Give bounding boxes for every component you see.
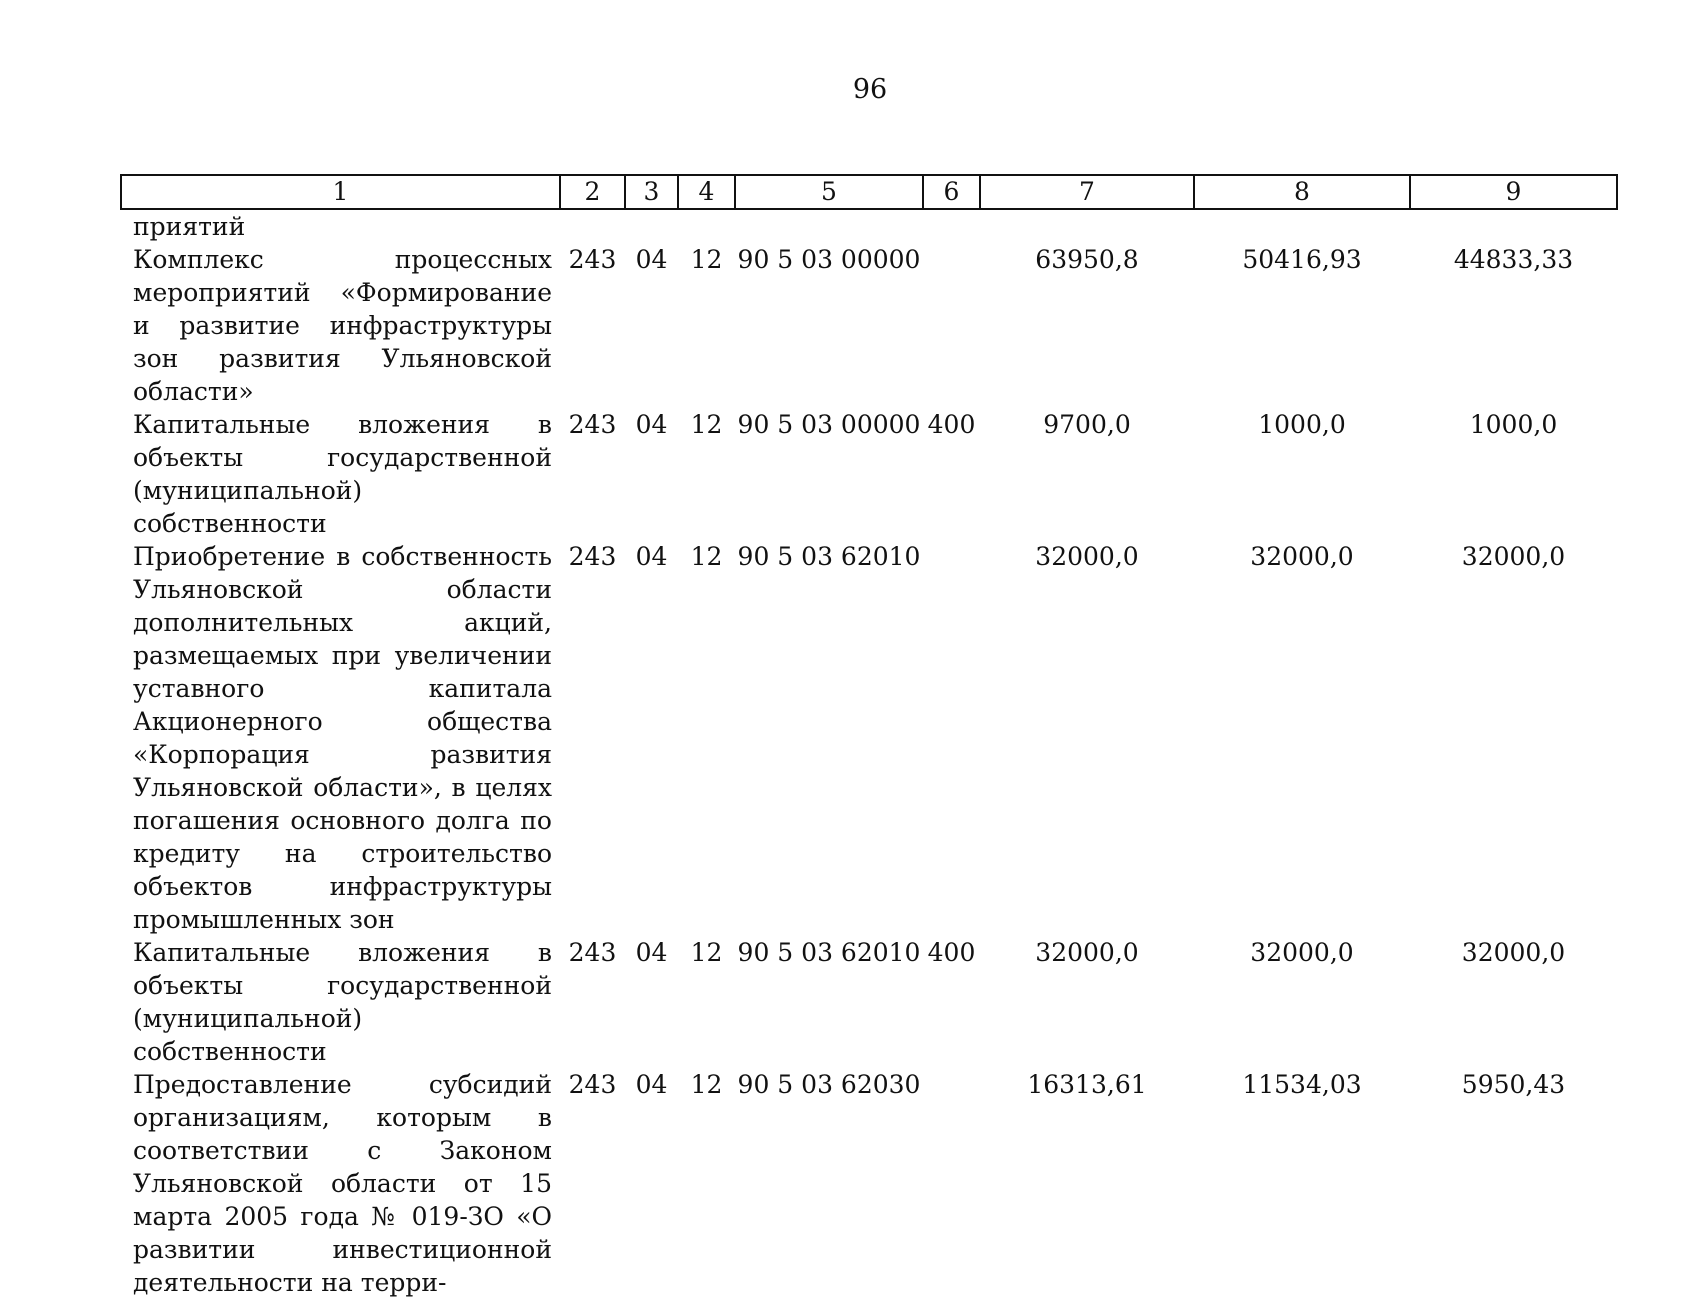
row-name: приятий	[133, 212, 246, 241]
header-col-3: 3	[625, 175, 678, 209]
row-col-3: 04	[635, 542, 668, 571]
table-row	[121, 209, 1617, 243]
table-row	[121, 1068, 1617, 1299]
row-name: Капитальные вложения в объекты государственной (муниципальной) собственности	[133, 410, 552, 538]
row-col-7: 32000,0	[1035, 938, 1139, 967]
row-col-2: 243	[568, 1070, 617, 1099]
row-col-6	[923, 209, 980, 243]
header-col-1: 1	[121, 175, 560, 209]
row-col-8: 50416,93	[1242, 245, 1362, 274]
row-col-5: 90 5 03 62010	[737, 542, 921, 571]
budget-table	[120, 174, 1618, 1299]
row-col-5: 90 5 03 00000	[737, 410, 921, 439]
row-col-8: 1000,0	[1258, 410, 1346, 439]
row-col-2: 243	[568, 938, 617, 967]
row-col-9: 32000,0	[1461, 938, 1566, 967]
row-col-5: 90 5 03 62030	[737, 1070, 921, 1099]
table-body	[121, 209, 1617, 1299]
row-col-7: 63950,8	[1035, 245, 1139, 274]
row-col-9: 5950,43	[1461, 1070, 1566, 1099]
row-col-3: 04	[635, 410, 668, 439]
row-col-6: 400	[927, 938, 976, 967]
row-col-9: 32000,0	[1461, 542, 1566, 571]
row-col-3: 04	[635, 938, 668, 967]
row-col-6	[923, 1068, 980, 1299]
header-col-6: 6	[923, 175, 980, 209]
row-col-2: 243	[568, 245, 617, 274]
row-col-9: 1000,0	[1469, 410, 1558, 439]
row-col-4	[678, 209, 735, 243]
header-col-9: 9	[1410, 175, 1617, 209]
table-row	[121, 408, 1617, 540]
header-col-4: 4	[678, 175, 735, 209]
row-name: Капитальные вложения в объекты государственной (муниципальной) собственности	[133, 938, 552, 1066]
row-col-4: 12	[690, 410, 723, 439]
header-col-8: 8	[1194, 175, 1410, 209]
row-col-5: 90 5 03 00000	[737, 245, 921, 274]
row-col-7: 32000,0	[1035, 542, 1139, 571]
row-col-8: 32000,0	[1250, 542, 1354, 571]
row-col-2	[560, 209, 625, 243]
header-col-5: 5	[735, 175, 923, 209]
row-col-2: 243	[568, 410, 617, 439]
row-col-6	[923, 540, 980, 936]
table-row	[121, 243, 1617, 408]
row-col-8	[1194, 209, 1410, 243]
table-row	[121, 540, 1617, 936]
row-col-8: 32000,0	[1250, 938, 1354, 967]
row-col-4: 12	[690, 938, 723, 967]
row-col-7: 9700,0	[1043, 410, 1131, 439]
table-row	[121, 936, 1617, 1068]
row-col-4: 12	[690, 245, 723, 274]
row-col-6: 400	[927, 410, 976, 439]
row-col-9: 44833,33	[1453, 245, 1574, 274]
table-header	[121, 175, 1617, 209]
row-col-7: 16313,61	[1027, 1070, 1147, 1099]
row-col-3: 04	[635, 1070, 668, 1099]
row-col-5: 90 5 03 62010	[737, 938, 921, 967]
row-col-2: 243	[568, 542, 617, 571]
row-col-9	[1410, 209, 1617, 243]
row-name: Комплекс процессных мероприятий «Формирование и развитие инфраструктуры зон развития Ульяновской области»	[133, 245, 552, 406]
row-col-6	[923, 243, 980, 408]
row-col-3	[625, 209, 678, 243]
row-col-3: 04	[635, 245, 668, 274]
row-col-7	[980, 209, 1194, 243]
row-name: Предоставление субсидий организациям, которым в соответствии с Законом Ульяновской области от 15 марта 2005 года № 019-ЗО «О развитии инвестиционной деятельности на терри-	[133, 1070, 552, 1297]
row-name: Приобретение в собственность Ульяновской области дополнительных акций, размещаемых при увеличении уставного капитала Акционерного общества «Корпорация развития Ульяновской области», в целях погашения основного долга по кредиту на строительство объектов инфраструктуры промышленных зон	[133, 542, 552, 934]
header-col-7: 7	[980, 175, 1194, 209]
row-col-4: 12	[690, 542, 723, 571]
row-col-5	[735, 209, 923, 243]
header-col-2: 2	[560, 175, 625, 209]
header-row	[121, 175, 1617, 209]
row-col-8: 11534,03	[1242, 1070, 1362, 1099]
page-number: 96	[852, 74, 888, 105]
row-col-4: 12	[690, 1070, 723, 1099]
